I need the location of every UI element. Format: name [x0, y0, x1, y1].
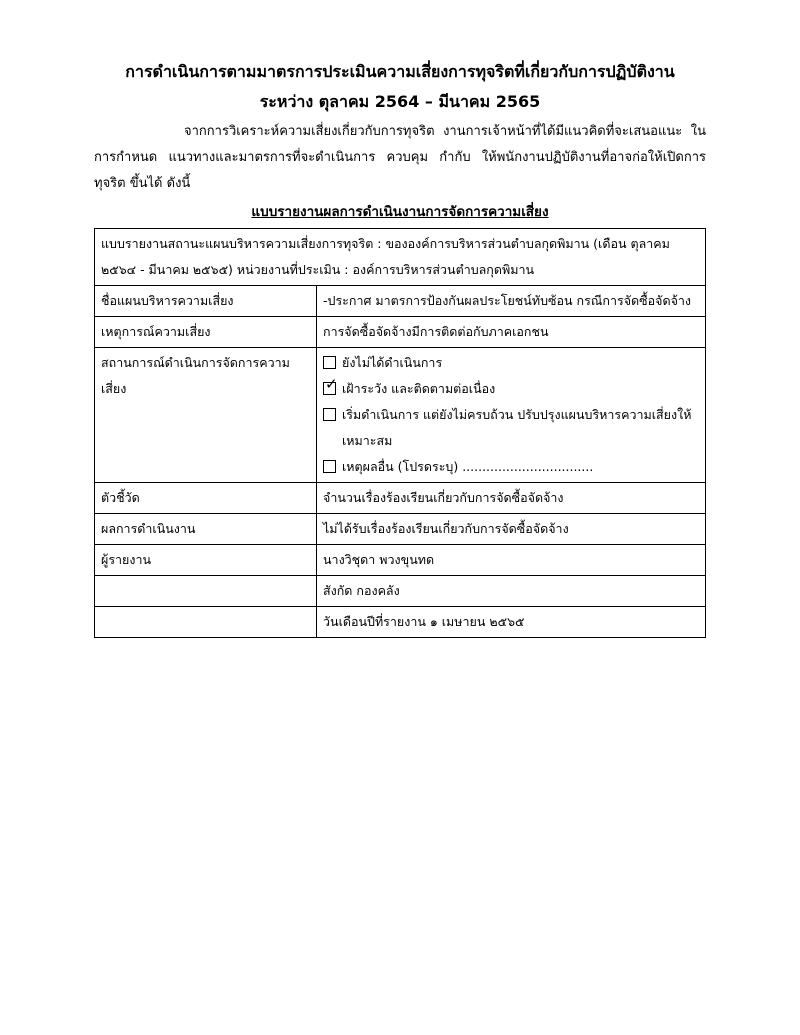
empty-cell [95, 607, 317, 638]
indicator-label: ตัวชี้วัด [95, 483, 317, 514]
status-option-text: เฝ้าระวัง และติดตามต่อเนื่อง [342, 381, 496, 396]
status-option [323, 402, 699, 454]
checkbox-icon [323, 460, 336, 473]
indicator-value: จำนวนเรื่องร้องเรียนเกี่ยวกับการจัดซื้อจัดจ้าง [317, 483, 706, 514]
risk-event-value: การจัดซื้อจัดจ้างมีการติดต่อกับภาคเอกชน [317, 317, 706, 348]
document-title: การดำเนินการตามมาตรการประเมินความเสี่ยงการทุจริตที่เกี่ยวกับการปฏิบัติงาน [125, 62, 675, 81]
status-option-text: ยังไม่ได้ดำเนินการ [342, 355, 443, 370]
table-row [95, 514, 706, 545]
checked-checkbox-icon [323, 375, 338, 395]
status-label: สถานการณ์ดำเนินการจัดการความเสี่ยง [95, 348, 317, 483]
table-row [95, 317, 706, 348]
table-row [95, 576, 706, 607]
plan-name-label: ชื่อแผนบริหารความเสี่ยง [95, 286, 317, 317]
document-period: ระหว่าง ตุลาคม 2564 – มีนาคม 2565 [259, 92, 541, 111]
reporter-name: นางวิชุดา พวงขุนทด [317, 545, 706, 576]
reporter-label: ผู้รายงาน [95, 545, 317, 576]
plan-name-value: -ประกาศ มาตรการป้องกันผลประโยชน์ทับซ้อน กรณีการจัดซื้อจัดจ้าง [317, 286, 706, 317]
risk-event-label: เหตุการณ์ความเสี่ยง [95, 317, 317, 348]
result-label: ผลการดำเนินงาน [95, 514, 317, 545]
report-date: วันเดือนปีที่รายงาน ๑ เมษายน ๒๕๖๕ [317, 607, 706, 638]
status-option [323, 454, 699, 480]
result-value: ไม่ได้รับเรื่องร้องเรียนเกี่ยวกับการจัดซื้อจัดจ้าง [317, 514, 706, 545]
status-option-text: เหตุผลอื่น (โปรดระบุ) ................................. [342, 459, 594, 474]
checkbox-icon [323, 356, 336, 369]
empty-cell [95, 576, 317, 607]
status-option [323, 376, 699, 402]
report-table-title: แบบรายงานผลการดำเนินงานการจัดการความเสี่ยง [251, 204, 549, 220]
table-row [95, 545, 706, 576]
table-row [95, 348, 706, 483]
checkbox-icon [323, 408, 336, 421]
status-option-text: เริ่มดำเนินการ แต่ยังไม่ครบถ้วน ปรับปรุงแผนบริหารความเสี่ยงให้เหมาะสม [342, 407, 692, 448]
status-option [323, 350, 699, 376]
table-row [95, 607, 706, 638]
intro-text: จากการวิเคราะห์ความเสี่ยงเกี่ยวกับการทุจริต งานการเจ้าหน้าที่ได้มีแนวคิดที่จะเสนอแนะ ในการกำหนด แนวทางและมาตรการที่จะดำเนินการ ควบคุม กำกับ ให้พนักงานปฏิบัติงานที่อาจก่อให้เปิดการทุจริต ขึ้นได้ ดังนี้ [94, 124, 706, 191]
report-header-cell: แบบรายงานสถานะแผนบริหารความเสี่ยงการทุจริต : ขององค์การบริหารส่วนตำบลกุดพิมาน (เดือน ตุลาคม ๒๕๖๔ - มีนาคม ๒๕๖๕) หน่วยงานที่ประเมิน : องค์การบริหารส่วนตำบลกุดพิมาน [95, 229, 706, 286]
check-mark-icon: ✓ [325, 375, 338, 393]
table-row [95, 286, 706, 317]
table-row [95, 229, 706, 286]
status-options-cell [317, 348, 706, 483]
intro-paragraph [94, 119, 706, 197]
risk-report-table [94, 228, 706, 638]
reporter-affiliation: สังกัด กองคลัง [317, 576, 706, 607]
table-row [95, 483, 706, 514]
